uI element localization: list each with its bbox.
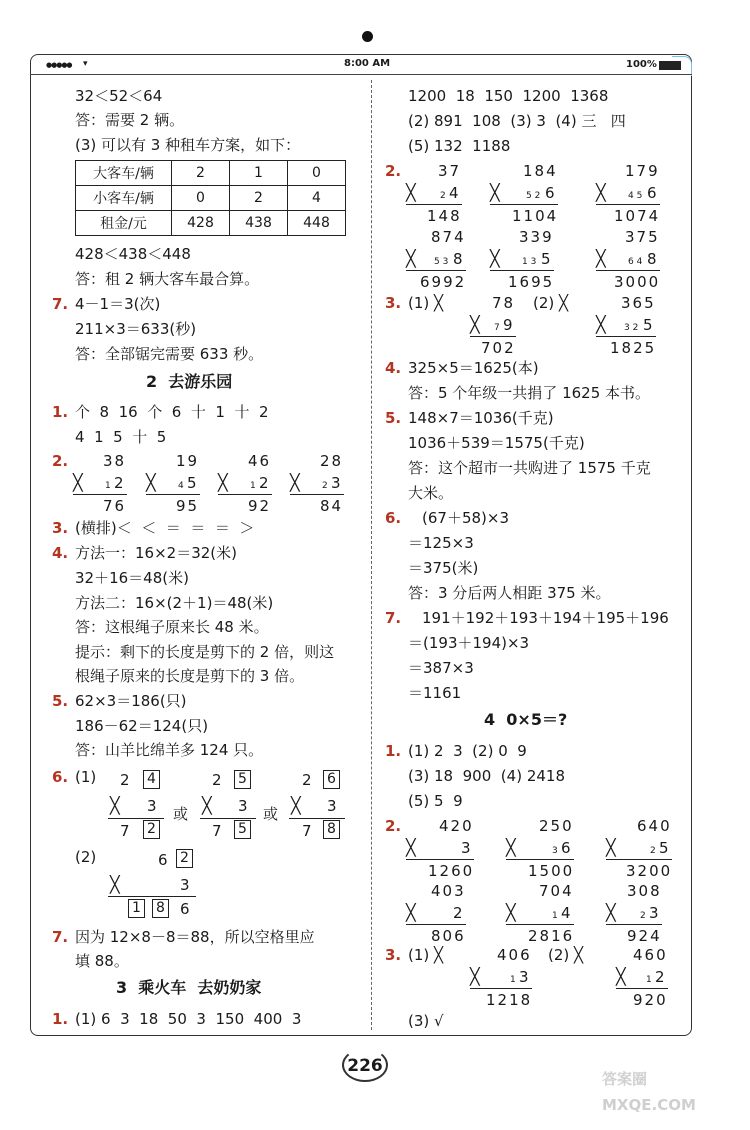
text-line: ＝387×3: [408, 659, 474, 677]
product: 3200: [626, 862, 673, 880]
text-line: 答：3 分后两人相距 375 米。: [408, 584, 611, 602]
text-line: (5) 132 1188: [408, 137, 511, 155]
text-line: 答：这个超市一共购进了 1575 千克: [408, 459, 651, 477]
underline: [73, 494, 127, 495]
carry-digits: 3 2: [624, 323, 639, 333]
text-line: 答：这根绳子原来长 48 米。: [75, 618, 269, 636]
digit: 7: [302, 822, 312, 840]
digit: 3: [238, 797, 248, 815]
product: 148: [427, 207, 462, 225]
underline: [506, 924, 574, 925]
digit: 6: [180, 900, 190, 918]
text-line: 1036＋539＝1575(千克): [408, 434, 585, 452]
product: 2816: [528, 927, 575, 945]
answer-box: 8: [323, 820, 340, 839]
multiplier: 4: [449, 184, 461, 202]
answer-box: 2: [176, 849, 193, 868]
times-sign: ╳: [290, 473, 300, 492]
times-sign: ╳: [291, 796, 301, 815]
question-number: 3.: [385, 946, 402, 964]
question-number: 6.: [385, 509, 402, 527]
carry-digits: 4: [178, 481, 184, 491]
table-cell: 448: [288, 211, 346, 236]
answer-box: 6: [323, 770, 340, 789]
product: 3000: [614, 273, 661, 291]
text-line: 方法二：16×(2＋1)＝48(米): [75, 594, 274, 612]
text-line: 325×5＝1625(本): [408, 359, 539, 377]
carry-digits: 2: [440, 191, 446, 201]
multiplier: 4: [561, 904, 573, 922]
multiplicand: 640: [637, 817, 672, 835]
underline: [606, 859, 672, 860]
carry-digits: 1: [105, 481, 111, 491]
text-line: 答：全部锯完需要 633 秒。: [75, 345, 264, 363]
multiplicand: 250: [539, 817, 574, 835]
multiplier: 5: [659, 839, 671, 857]
times-sign: ╳: [606, 903, 616, 922]
signal-icon: ●●●●●: [46, 61, 72, 69]
question-number: 2.: [52, 452, 69, 470]
multiplicand: 704: [539, 882, 574, 900]
table-cell: 1: [230, 161, 288, 186]
underline: [406, 270, 466, 271]
text-line: (1) 2 3 (2) 0 9: [408, 742, 527, 760]
question-number: 6.: [52, 768, 69, 786]
product: 806: [431, 927, 466, 945]
or-label: 或: [173, 805, 189, 823]
underline: [108, 896, 196, 897]
digit: 2: [212, 771, 222, 789]
table-cell: 0: [172, 186, 230, 211]
column-divider: [371, 80, 372, 1030]
text-line: 方法一：16×2＝32(米): [75, 544, 237, 562]
or-label: 或: [263, 805, 279, 823]
multiplier: 2: [655, 968, 667, 986]
multiplier: 3: [461, 839, 473, 857]
multiplicand: 460: [633, 946, 668, 964]
table-cell: 0: [288, 161, 346, 186]
times-sign: ╳: [606, 838, 616, 857]
digit: 3: [147, 797, 157, 815]
multiplicand: 339: [519, 228, 554, 246]
text-line: (67＋58)×3: [422, 509, 509, 527]
digit: 7: [212, 822, 222, 840]
times-sign: ╳: [406, 249, 416, 268]
multiplier: 3: [519, 968, 531, 986]
multiplicand: 403: [431, 882, 466, 900]
text-line: (2) 891 108 (3) 3 (4) 三 四: [408, 112, 626, 130]
judge-answer: (2) ╳: [533, 294, 569, 312]
part-label: (2): [75, 848, 97, 866]
part-label: (1): [75, 768, 97, 786]
underline: [490, 204, 558, 205]
question-number: 4.: [385, 359, 402, 377]
text-line: 148×7＝1036(千克): [408, 409, 554, 427]
product: 84: [320, 497, 344, 515]
product: 920: [633, 991, 668, 1009]
underline: [218, 494, 272, 495]
question-number: 3.: [385, 294, 402, 312]
product: 1500: [528, 862, 575, 880]
multiplicand: 184: [523, 162, 558, 180]
text-line: 答：山羊比绵羊多 124 只。: [75, 741, 264, 759]
top-dot: [362, 31, 373, 42]
watermark-text: 答案圈 MXQE.COM: [602, 1070, 696, 1114]
times-sign: ╳: [596, 249, 606, 268]
answer-box: 1: [128, 899, 145, 918]
question-number: 2.: [385, 162, 402, 180]
watermark-logo: [602, 1066, 742, 1126]
times-sign: ╳: [406, 183, 416, 202]
times-sign: ╳: [73, 473, 83, 492]
underline: [200, 818, 256, 819]
multiplier: 2: [259, 474, 271, 492]
multiplicand: 406: [497, 946, 532, 964]
product: 1104: [512, 207, 559, 225]
underline: [290, 494, 344, 495]
carry-digits: 3: [552, 846, 558, 856]
answer-box: 8: [152, 899, 169, 918]
section-title: 3 乘火车 去奶奶家: [116, 978, 262, 997]
question-number: 1.: [52, 403, 69, 421]
multiplier: 3: [649, 904, 661, 922]
digit: 3: [180, 876, 190, 894]
text-line: ＝1161: [408, 684, 462, 702]
multiplicand: 375: [625, 228, 660, 246]
battery-percent: 100%: [626, 59, 657, 70]
page-number: 226: [347, 1056, 383, 1076]
multiplicand: 78: [492, 294, 516, 312]
multiplicand: 308: [627, 882, 662, 900]
text-line: 提示：剩下的长度是剪下的 2 倍，则这: [75, 643, 335, 661]
judge-answer: (3) √: [408, 1012, 444, 1030]
digit: 6: [158, 851, 168, 869]
times-sign: ╳: [470, 315, 480, 334]
times-sign: ╳: [406, 838, 416, 857]
carry-digits: 1: [646, 975, 652, 985]
multiplier: 6: [545, 184, 557, 202]
text-line: 答：租 2 辆大客车最合算。: [75, 270, 260, 288]
question-number: 1.: [52, 1010, 69, 1028]
underline: [146, 494, 200, 495]
carry-digits: 4 5: [628, 191, 643, 201]
times-sign: ╳: [596, 183, 606, 202]
section-title: 2 去游乐园: [146, 372, 233, 391]
text-line: ＝375(米): [408, 559, 479, 577]
multiplier: 5: [187, 474, 199, 492]
text-line: (1) 6 3 18 50 3 150 400 3: [75, 1010, 302, 1028]
digit: 7: [120, 822, 130, 840]
carry-digits: 1 3: [522, 257, 537, 267]
text-line: 个 8 16 个 6 十 1 十 2: [75, 403, 269, 421]
rental-table: [75, 160, 346, 236]
question-number: 5.: [385, 409, 402, 427]
multiplicand: 28: [320, 452, 344, 470]
product: 92: [248, 497, 272, 515]
text-line: ＝125×3: [408, 534, 474, 552]
text-line: 211×3＝633(秒): [75, 320, 197, 338]
carry-digits: 6 4: [628, 257, 643, 267]
multiplier: 5: [541, 250, 553, 268]
times-sign: ╳: [490, 183, 500, 202]
answer-box: 2: [143, 820, 160, 839]
battery-icon: [659, 61, 681, 70]
carry-digits: 5 3: [434, 257, 449, 267]
table-cell: 小客车/辆: [76, 186, 172, 211]
digit: 2: [120, 771, 130, 789]
multiplicand: 874: [431, 228, 466, 246]
underline: [506, 859, 574, 860]
underline: [470, 336, 516, 337]
table-cell: 2: [230, 186, 288, 211]
times-sign: ╳: [490, 249, 500, 268]
underline: [490, 270, 554, 271]
multiplier: 2: [453, 904, 465, 922]
text-line: (3) 18 900 (4) 2418: [408, 767, 565, 785]
wifi-icon: ▾: [83, 59, 88, 69]
digit: 3: [327, 797, 337, 815]
multiplier: 8: [453, 250, 465, 268]
underline: [596, 270, 660, 271]
table-row: [76, 211, 346, 236]
table-cell: 428: [172, 211, 230, 236]
text-line: 428＜438＜448: [75, 245, 191, 263]
underline: [596, 204, 660, 205]
table-row: [76, 161, 346, 186]
answer-box: 5: [234, 770, 251, 789]
question-number: 7.: [385, 609, 402, 627]
carry-digits: 2: [322, 481, 328, 491]
product: 95: [176, 497, 200, 515]
carry-digits: 1: [510, 975, 516, 985]
table-cell: 438: [230, 211, 288, 236]
status-time: 8:00 AM: [344, 58, 391, 69]
text-line: 填 88。: [75, 952, 129, 970]
text-line: 答：需要 2 辆。: [75, 111, 185, 129]
multiplier: 9: [503, 316, 515, 334]
question-number: 7.: [52, 928, 69, 946]
judge-answer: (1) ╳: [408, 294, 444, 312]
times-sign: ╳: [596, 315, 606, 334]
underline: [406, 859, 474, 860]
carry-digits: 5 2: [526, 191, 541, 201]
multiplicand: 38: [103, 452, 127, 470]
text-line: 32＜52＜64: [75, 87, 163, 105]
question-number: 3.: [52, 519, 69, 537]
product: 6992: [420, 273, 467, 291]
multiplicand: 365: [621, 294, 656, 312]
section-title: 4 0×5＝?: [484, 710, 568, 729]
underline: [406, 924, 466, 925]
multiplier: 8: [647, 250, 659, 268]
answer-box: 5: [234, 820, 251, 839]
text-line: 因为 12×8－8＝88，所以空格里应: [75, 928, 315, 946]
text-line: 186－62＝124(只): [75, 717, 209, 735]
underline: [406, 204, 462, 205]
multiplier: 2: [114, 474, 126, 492]
question-number: 2.: [385, 817, 402, 835]
underline: [289, 818, 345, 819]
multiplier: 5: [643, 316, 655, 334]
underline: [606, 924, 662, 925]
product: 1695: [508, 273, 555, 291]
carry-digits: 1: [552, 911, 558, 921]
times-sign: ╳: [110, 796, 120, 815]
multiplicand: 420: [439, 817, 474, 835]
times-sign: ╳: [110, 875, 120, 894]
text-line: 62×3＝186(只): [75, 692, 187, 710]
table-cell: 大客车/辆: [76, 161, 172, 186]
times-sign: ╳: [506, 838, 516, 857]
question-number: 4.: [52, 544, 69, 562]
times-sign: ╳: [146, 473, 156, 492]
table-row: [76, 186, 346, 211]
underline: [596, 336, 656, 337]
digit: 2: [302, 771, 312, 789]
text-line: (5) 5 9: [408, 792, 463, 810]
judge-answer: (1) ╳: [408, 946, 444, 964]
underline: [616, 988, 668, 989]
product: 1218: [486, 991, 533, 1009]
judge-answer: (2) ╳: [548, 946, 584, 964]
multiplier: 3: [331, 474, 343, 492]
multiplicand: 19: [176, 452, 200, 470]
product: 76: [103, 497, 127, 515]
table-cell: 4: [288, 186, 346, 211]
text-line: 191＋192＋193＋194＋195＋196: [422, 609, 669, 627]
multiplicand: 37: [438, 162, 462, 180]
carry-digits: 2: [640, 911, 646, 921]
text-line: 32＋16＝48(米): [75, 569, 189, 587]
product: 1825: [610, 339, 657, 357]
times-sign: ╳: [616, 967, 626, 986]
text-line: 1200 18 150 1200 1368: [408, 87, 609, 105]
product: 1260: [428, 862, 475, 880]
question-number: 1.: [385, 742, 402, 760]
text-line: 答：5 个年级一共捐了 1625 本书。: [408, 384, 651, 402]
carry-digits: 7: [494, 323, 500, 333]
text-line: 大米。: [408, 484, 454, 502]
times-sign: ╳: [506, 903, 516, 922]
table-cell: 租金/元: [76, 211, 172, 236]
product: 924: [627, 927, 662, 945]
text-line: 4－1＝3(次): [75, 295, 161, 313]
answer-box: 4: [143, 770, 160, 789]
text-line: (3) 可以有 3 种租车方案，如下：: [75, 136, 301, 154]
multiplicand: 46: [248, 452, 272, 470]
multiplier: 6: [561, 839, 573, 857]
status-divider: [30, 74, 692, 75]
text-line: ＝(193＋194)×3: [408, 634, 530, 652]
times-sign: ╳: [470, 967, 480, 986]
text-line: 4 1 5 十 5: [75, 428, 167, 446]
product: 702: [481, 339, 516, 357]
times-sign: ╳: [218, 473, 228, 492]
text-line: 根绳子原来的长度是剪下的 3 倍。: [75, 667, 305, 685]
multiplier: 6: [647, 184, 659, 202]
underline: [108, 818, 164, 819]
text-line: (横排)＜ ＜ ＝ ＝ ＝ ＞: [75, 519, 255, 537]
carry-digits: 2: [650, 846, 656, 856]
question-number: 7.: [52, 295, 69, 313]
multiplicand: 179: [625, 162, 660, 180]
times-sign: ╳: [202, 796, 212, 815]
table-cell: 2: [172, 161, 230, 186]
underline: [470, 988, 532, 989]
times-sign: ╳: [406, 903, 416, 922]
question-number: 5.: [52, 692, 69, 710]
page-number-badge: [342, 1048, 388, 1082]
carry-digits: 1: [250, 481, 256, 491]
product: 1074: [614, 207, 661, 225]
